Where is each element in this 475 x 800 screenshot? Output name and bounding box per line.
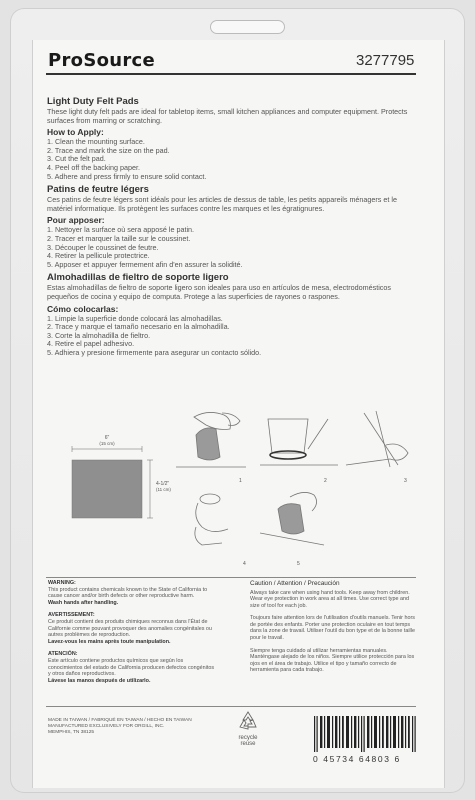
pad-width: 6" (104, 435, 110, 441)
origin-line: MEMPHIS, TN 38125 (48, 730, 95, 735)
recycle-icon (237, 710, 259, 730)
en-howto: How to Apply: (47, 127, 104, 138)
warning-bold-en: Wash hands after handling. (48, 599, 119, 606)
figure-2-trace (260, 419, 338, 465)
warning-bold-es: Lávese las manos después de utilizarlo. (48, 677, 151, 684)
step: 4. Retirer la pellicule protectrice. (47, 251, 150, 261)
figure-1-clean (176, 412, 246, 467)
fr-howto: Pour apposer: (47, 215, 105, 226)
figure-5-adhere (260, 492, 324, 545)
sku-number: 3277795 (356, 52, 415, 69)
warning-title-en: WARNING: (48, 580, 76, 586)
caution-fr: Toujours faire attention lors de l'utilisation d'outils manuels. Tenir hors de portée des enfants. Porter une protection oculaire en tout temps dans la zone de travail. Utiliser l'outil du bon type et de la bonne taille pour le travail. (250, 615, 415, 642)
felt-pad-diagram (72, 435, 171, 518)
step: 1. Limpie la superficie donde colocará las almohadillas. (47, 313, 223, 323)
figure-label: 5 (297, 561, 300, 567)
warning-bold-fr: Lavez-vous les mains après toute manipulation. (48, 638, 171, 645)
step: 4. Peel off the backing paper. (47, 162, 140, 172)
step: 2. Trace y marque el tamaño necesario en la almohadilla. (47, 322, 230, 332)
figure-label: 4 (243, 561, 246, 567)
warning-body-en: This product contains chemicals known to the State of California to cause cancer and/or birth defects or other reproductive harm. (48, 586, 208, 600)
warning-body-fr: Ce produit contient des produits chimiques reconnus dans l'État de Californie comme pouvant provoquer des anomalies congénitales ou autres problèmes de reproduction. (48, 618, 212, 639)
recycle-logo (226, 710, 270, 747)
step: 2. Tracer et marquer la taille sur le coussinet. (47, 233, 191, 243)
figure-4-peel (195, 494, 228, 545)
reuse-label: reuse (240, 741, 256, 747)
barcode-number: 0 45734 64803 6 (313, 754, 401, 764)
fr-description: Ces patins de feutre légers sont idéals pour les articles de dessus de table, les petits appareils ménagers et le matériel informatique. Ils protègent les surfaces contre les marques et les égratignures. (47, 195, 397, 213)
step: 3. Cut the felt pad. (47, 154, 106, 164)
figure-label: 1 (239, 478, 242, 484)
en-description: These light duty felt pads are ideal for tabletop items, small kitchen appliances and computer equipment. Protects surfaces from marring or scratching. (47, 107, 408, 125)
origin-text (48, 718, 192, 736)
figure-3-cut (346, 411, 408, 467)
figure-label: 2 (324, 478, 327, 484)
fr-title: Patins de feutre légers (47, 184, 149, 196)
step: 1. Clean the mounting surface. (47, 137, 145, 147)
es-description: Estas almohadillas de fieltro de soporte ligero son ideales para uso en artículos de mesa, electrodomésticos pequeños de cocina y equipo de computa. Protege a las superficies de rayones o raspones. (47, 283, 391, 301)
origin-line: MADE IN TAIWAN / FABRIQUÉ EN TAIWAN / HECHO EN TAIWAN (48, 718, 192, 723)
warning-title-es: ATENCIÓN: (48, 651, 78, 658)
pad-height-cm: (11 cm) (156, 487, 171, 492)
step: 5. Adhere and press firmly to ensure solid contact. (47, 171, 207, 181)
instructions-text (47, 96, 417, 360)
upc-barcode (312, 716, 422, 752)
hang-hole (210, 20, 285, 34)
en-title: Light Duty Felt Pads (47, 96, 139, 107)
step: 3. Corte la almohadilla de fieltro. (47, 330, 151, 340)
header-rule (46, 73, 416, 75)
es-howto: Cómo colocarlas: (47, 303, 119, 314)
origin-line: MANUFACTURED EXCLUSIVELY FOR ORGILL, INC. (48, 724, 165, 729)
step: 4. Retire el papel adhesivo. (47, 339, 135, 349)
pad-width-cm: (15 cm) (99, 441, 115, 446)
prop65-warnings (48, 580, 216, 690)
recycle-label: recycle (238, 735, 258, 741)
section-divider (46, 577, 416, 578)
caution-es: Siempre tenga cuidado al utilizar herramientas manuales. Manténgase alejado de los niños. Siempre utilice protección para los ojos en el área de trabajo. Utilice el tipo y tamaño correcto de herramienta para cada trabajo. (250, 647, 415, 674)
es-title: Almohadillas de fieltro de soporte ligero (47, 272, 229, 284)
step: 5. Apposer et appuyer fermement afin d'en assurer la solidité. (47, 259, 243, 269)
warning-body-es: Este artículo contiene productos químicos que según los conocimientos del estado de California producen defectos congénitos y otros daños reproductivos. (48, 657, 215, 678)
caution-title: Caution / Attention / Precaución (250, 580, 340, 587)
footer-divider (46, 706, 416, 707)
step: 2. Trace and mark the size on the pad. (47, 145, 170, 155)
pad-height: 4-1/2" (156, 481, 170, 487)
figure-label: 3 (404, 478, 407, 484)
caution-en: Always take care when using hand tools. Keep away from children. Wear eye protection in work area at all times. Use correct type and size of tool for each job. (250, 589, 410, 609)
step: 5. Adhiera y presione firmemente para asegurar un contacto sólido. (47, 347, 262, 357)
application-illustrations (46, 405, 418, 575)
fr-steps (47, 226, 417, 269)
brand-logo: ProSource (48, 50, 156, 71)
step: 3. Découper le coussinet de feutre. (47, 242, 159, 252)
en-steps (47, 138, 417, 181)
step: 1. Nettoyer la surface où sera apposé le patin. (47, 225, 195, 235)
es-steps (47, 315, 417, 358)
caution-section (250, 580, 415, 680)
warning-title-fr: AVERTISSEMENT: (48, 612, 95, 619)
